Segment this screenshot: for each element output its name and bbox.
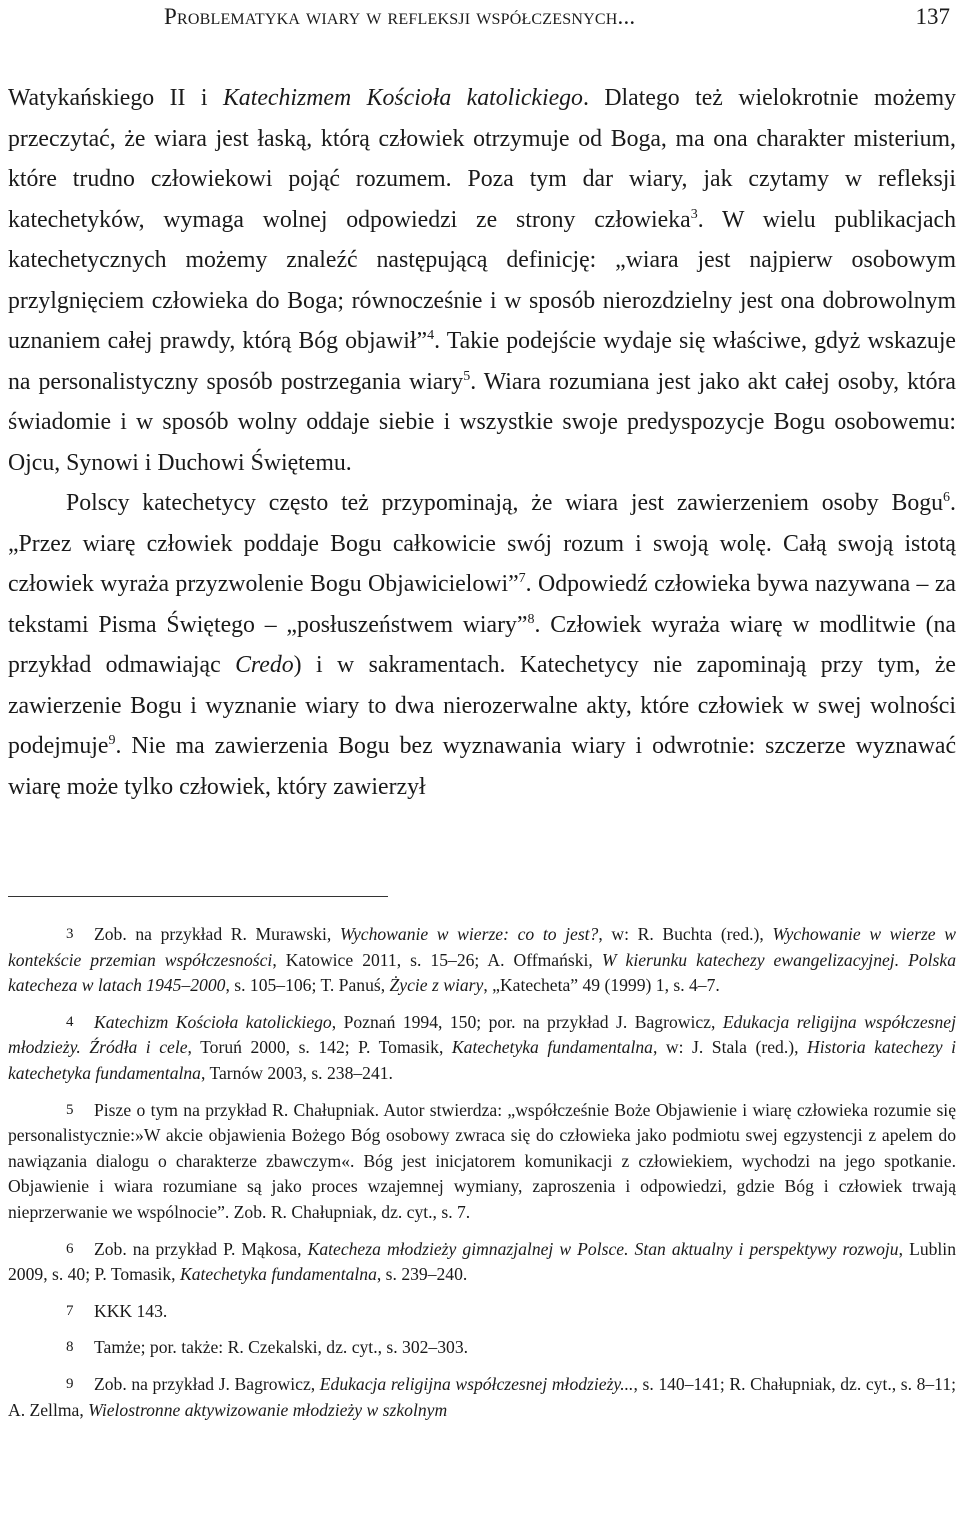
footnote-ref[interactable]: 6 xyxy=(943,490,951,505)
running-title: Problematyka wiary w refleksji współczesnych... xyxy=(164,4,636,29)
footnote-number: 3 xyxy=(66,926,74,942)
page-number: 137 xyxy=(915,4,950,29)
footnote-number: 7 xyxy=(66,1302,74,1319)
footnote-ref[interactable]: 4 xyxy=(427,328,435,343)
document-page xyxy=(8,0,956,1527)
footnote-ref[interactable]: 5 xyxy=(463,368,471,384)
footnote-number: 9 xyxy=(66,1375,74,1392)
paragraph: Watykańskiego II i Katechizmem Kościoła katolickiego. Dlatego też wielokrotnie możemy przeczytać, że wiara jest łaską, którą człowiek otrzymuje od Boga, ma ona charakter misterium, które trudno człowiekowi pojąć rozumem. Poza tym dar wiary, jak czytamy w refleksji katechetyków, wymaga wolnej odpowiedzi ze strony człowieka$^3$. W wielu publikacjach katechetycznych możemy znaleźć następującą definicję: „wiara jest najpierw osobowym przylgnięciem człowieka do Boga; równocześnie i w sposób nierozdzielny jest ona dobrowolnym uznaniem całej prawdy, którą Bóg objawił”$^4$. Takie podejście wydaje się właściwe, gdyż wskazuje na personalistyczny sposób postrzegania wiary$^5$. Wiara rozumiana jest jako akt całej osoby, która świadomie i w sposób wolny oddaje siebie i wszystkie swoje predyspozycje Bogu osobowemu: Ojcu, Synowi i Duchowi Świętemu. xyxy=(8,85,956,476)
footnote-separator xyxy=(8,896,388,897)
footnote-ref[interactable]: 9 xyxy=(108,733,116,748)
footnote-number: 6 xyxy=(66,1240,74,1257)
footnote-number: 8 xyxy=(66,1339,74,1356)
footnote: 6 Zob. na przykład P. Mąkosa, Katecheza młodzieży gimnazjalnej w Polsce. Stan aktualny i perspektywy rozwoju, Lublin 2009, s. 40; P. Tomasik, Katechetyka fundamentalna, s. 239–240. xyxy=(8,1238,956,1285)
footnote-number: 5 xyxy=(66,1101,74,1118)
footnote: 3 Zob. na przykład R. Murawski, Wychowanie w wierze: co to jest?, w: R. Buchta (red.), Wychowanie w wierze w kontekście przemian współczesności, Katowice 2011, s. 15–26; A. Offmański, W kierunku katechezy ewangelizacyjnej. Polska katecheza w latach 1945–2000, s. 105–106; T. Panuś, Życie z wiary, „Katecheta” 49 (1999) 1, s. 4–7. xyxy=(8,924,956,996)
footnote: 9 Zob. na przykład J. Bagrowicz, Edukacja religijna współczesnej młodzieży..., s. 140–141; R. Chałupniak, dz. cyt., s. 8–11; A. Zellma, Wielostronne aktywizowanie młodzieży w szkolnym xyxy=(8,1373,956,1420)
footnote-ref[interactable]: 3 xyxy=(690,206,698,222)
footnote: 5 Pisze o tym na przykład R. Chałupniak. Autor stwierdza: „współcześnie Boże Objawienie i wiarę człowieka rozumie się personalistycznie:»W akcie objawienia Bożego Bóg osobowy zwraca się do człowieka jako podmiotu swej egzystencji z apelem do nawiązania dialogu o charakterze zbawczym«. Bóg jest inicjatorem komunikacji z człowiekiem, wychodzi na jego spotkanie. Objawienie i wiara rozumiane są jako proces wzajemnej wymiany, zaproszenia i odpowiedzi, gdzie Bóg i człowiek trwają nieprzerwanie we wspólnocie”. Zob. R. Chałupniak, dz. cyt., s. 7. xyxy=(8,1099,956,1222)
main-text xyxy=(8,78,956,807)
footnote: 4 Katechizm Kościoła katolickiego, Poznań 1994, 150; por. na przykład J. Bagrowicz, Edukacja religijna współczesnej młodzieży. Źródła i cele, Toruń 2000, s. 142; P. Tomasik, Katechetyka fundamentalna, w: J. Stala (red.), Historia katechezy i katechetyka fundamentalna, Tarnów 2003, s. 238–241. xyxy=(8,1011,956,1083)
footnote: 7 KKK 143. xyxy=(8,1299,956,1325)
paragraph: Polscy katechetycy często też przypominają, że wiara jest zawierzeniem osoby Bogu$^6$. „Przez wiarę człowiek poddaje Bogu całkowicie swój rozum i swoją wolę. Całą swoją istotą człowiek wyraża przyzwolenie Bogu Objawicielowi”$^7$. Odpowiedź człowieka bywa nazywana – za tekstami Pisma Świętego – „posłuszeństwem wiary”$^8$. Człowiek wyraża wiarę w modlitwie (na przykład odmawiając Credo) i w sakramentach. Katechetycy nie zapominają przy tym, że zawierzenie Bogu i wyznanie wiary to dwa nierozerwalne akty, które człowiek w swej wolności podejmuje$^9$. Nie ma zawierzenia Bogu bez wyznawania wiary i odwrotnie: szczerze wyznawać wiarę może tylko człowiek, który zawierzył xyxy=(8,490,956,800)
footnote-number: 4 xyxy=(66,1013,74,1030)
footnote-ref[interactable]: 7 xyxy=(518,571,526,586)
credo-term: Credo xyxy=(235,652,294,678)
footnotes xyxy=(8,922,956,1434)
book-title: Katechizmem Kościoła katolickiego xyxy=(222,85,583,111)
footnote-ref[interactable]: 8 xyxy=(527,611,535,627)
running-header xyxy=(8,4,956,34)
footnote: 8 Tamże; por. także: R. Czekalski, dz. cyt., s. 302–303. xyxy=(8,1335,956,1361)
